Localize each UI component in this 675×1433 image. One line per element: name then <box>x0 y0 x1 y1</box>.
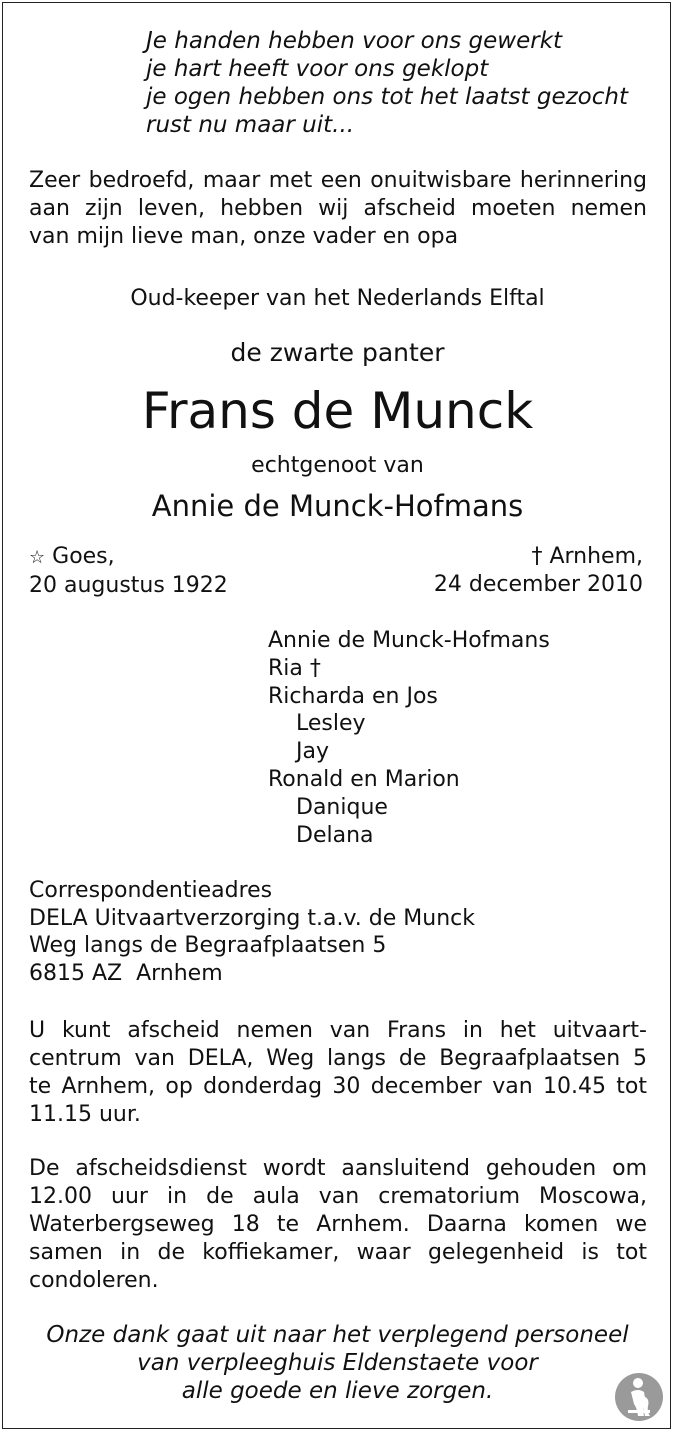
poem-line: rust nu maar uit... <box>146 112 355 138</box>
subtitle: Oud-keeper van het Nederlands Elftal <box>130 286 545 311</box>
farewell-paragraph <box>29 1017 647 1129</box>
family-member-grandchild: Danique <box>296 794 388 820</box>
correspondence-address <box>29 877 475 987</box>
birth-date: 20 augustus 1922 <box>29 573 228 598</box>
birth-star-icon: ☆ <box>29 547 46 568</box>
death-cross-icon: † <box>531 544 543 569</box>
family-member: Ronald en Marion <box>268 766 460 792</box>
service-paragraph <box>29 1155 647 1295</box>
intro-paragraph <box>29 167 647 251</box>
family-member: Richarda en Jos <box>268 683 438 709</box>
birth-info <box>29 543 228 600</box>
farewell-line: centrum van DELA, Weg langs de Begraafplaatsen 5 <box>29 1046 647 1071</box>
death-date: 24 december 2010 <box>433 572 643 597</box>
service-line: Waterbergseweg 18 te Arnhem. Daarna komen we <box>29 1212 647 1237</box>
family-member-grandchild: Delana <box>296 822 374 848</box>
family-member-grandchild: Lesley <box>296 711 366 737</box>
intro-line: van mijn lieve man, onze vader en opa <box>29 224 459 249</box>
family-list <box>268 627 550 849</box>
intro-line: Zeer bedroefd, maar met een onuitwisbare herinnering <box>29 168 647 193</box>
mourning-figure-icon <box>614 1372 664 1422</box>
obituary-card <box>2 2 671 1429</box>
birth-place: Goes, <box>52 544 115 569</box>
address-line: DELA Uitvaartverzorging t.a.v. de Munck <box>29 905 475 931</box>
intro-line: aan zijn leven, hebben wij afscheid moeten nemen <box>29 196 647 221</box>
family-member: Annie de Munck-Hofmans <box>268 628 550 653</box>
farewell-line: te Arnhem, op donderdag 30 december van 10.45 tot <box>29 1074 647 1099</box>
poem-line: je hart heeft voor ons geklopt <box>146 56 489 82</box>
spouse-name: Annie de Munck-Hofmans <box>151 489 524 523</box>
nickname: de zwarte panter <box>230 338 445 367</box>
service-line: condoleren. <box>29 1268 159 1293</box>
closing-thanks <box>3 1321 672 1405</box>
poem-line: Je handen hebben voor ons gewerkt <box>146 28 563 54</box>
service-line: 12.00 uur in de aula van crematorium Moscowa, <box>29 1184 647 1209</box>
closing-line: alle goede en lieve zorgen. <box>181 1378 494 1404</box>
death-info <box>434 543 643 599</box>
address-line: Weg langs de Begraafplaatsen 5 <box>29 933 387 958</box>
farewell-line: U kunt afscheid nemen van Frans in het uitvaart- <box>29 1018 647 1043</box>
closing-line: van verpleeghuis Eldenstaete voor <box>137 1350 538 1376</box>
spouse-label: echtgenoot van <box>251 453 424 478</box>
poem-line: je ogen hebben ons tot het laatst gezocht <box>146 84 628 110</box>
poem <box>146 27 628 139</box>
deceased-name: Frans de Munck <box>141 382 534 440</box>
address-heading: Correspondentieadres <box>29 878 273 903</box>
closing-line: Onze dank gaat uit naar het verplegend personeel <box>46 1322 629 1348</box>
death-place: Arnhem, <box>549 544 643 569</box>
farewell-line: 11.15 uur. <box>29 1102 141 1127</box>
family-member: Ria † <box>268 655 321 681</box>
service-line: De afscheidsdienst wordt aansluitend gehouden om <box>29 1156 647 1181</box>
service-line: samen in de koffiekamer, waar gelegenheid is tot <box>29 1240 647 1265</box>
family-member-grandchild: Jay <box>296 739 329 765</box>
address-line: 6815 AZ Arnhem <box>29 960 223 986</box>
